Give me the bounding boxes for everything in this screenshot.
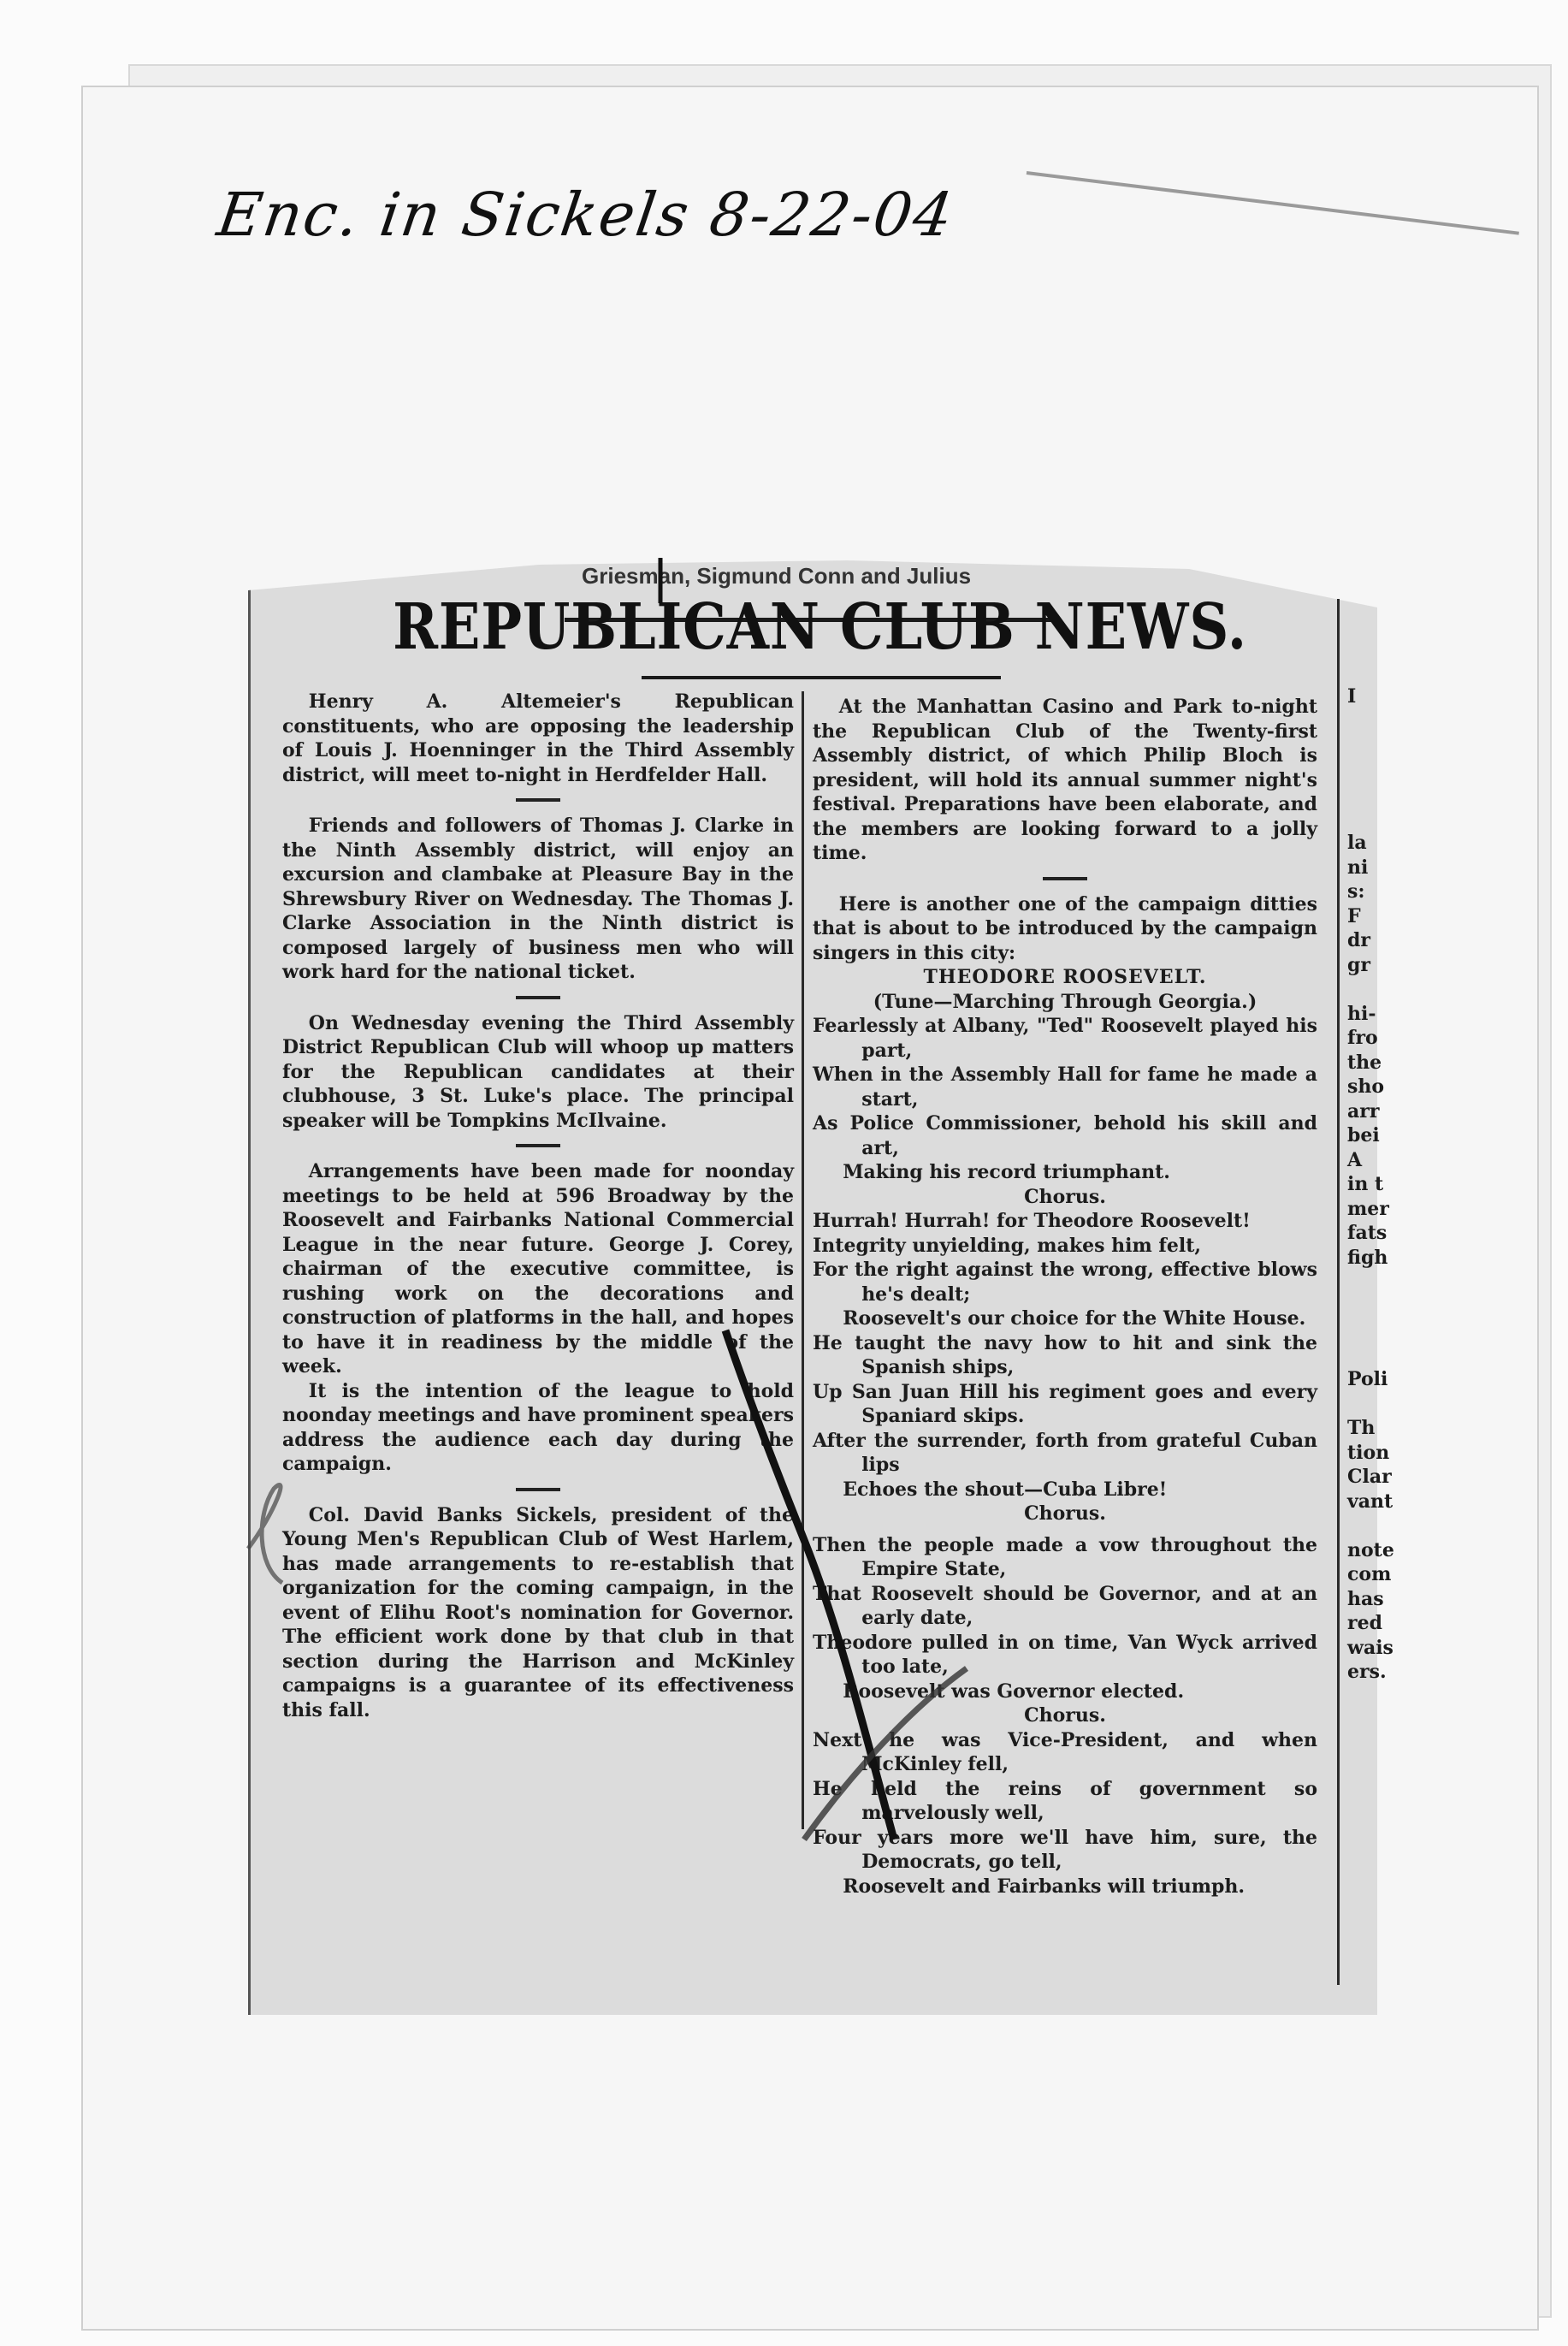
fragment-text: A (1347, 1148, 1363, 1171)
fragment-text: vant (1347, 1490, 1393, 1513)
clipping-top-fragment: Griesman, Sigmund Conn and Julius (582, 563, 972, 589)
verse-line: He held the reins of government so marvelously well, (813, 1777, 1317, 1824)
verse-line: As Police Commissioner, behold his skill and art, (813, 1112, 1317, 1159)
fragment-text: fro (1347, 1027, 1378, 1049)
fragment-text: note (1347, 1538, 1394, 1561)
fragment-text: figh (1347, 1246, 1388, 1269)
fragment-text: hi- (1347, 1002, 1376, 1025)
headline: REPUBLICAN CLUB NEWS. (393, 590, 1247, 664)
fragment-text: ni (1347, 856, 1369, 879)
fragment-text: Poli (1347, 1368, 1388, 1390)
fragment-text: wais (1347, 1636, 1393, 1659)
verse-line: Theodore pulled in on time, Van Wyck arrived too late, (813, 1631, 1317, 1678)
fragment-text: mer (1347, 1197, 1389, 1220)
verse-line: After the surrender, forth from grateful Cuban lips (813, 1429, 1317, 1476)
chorus-line: For the right against the wrong, effective blows he's dealt; (813, 1259, 1317, 1306)
verse-line: Roosevelt was Governor elected. (843, 1680, 1185, 1703)
chorus-label: Chorus. (1024, 1704, 1106, 1727)
article-paragraph: At the Manhattan Casino and Park to-night the Republican Club of the Twenty-first Assembly district, of which Philip Bloch is president, will hold its annual summer night's festival. Preparations have been elaborate, and the members are looking forward to a jolly time. (813, 696, 1317, 864)
fragment-text: s: (1347, 880, 1365, 903)
fragment-text: la (1347, 832, 1367, 854)
song-title: THEODORE ROOSEVELT. (923, 966, 1207, 988)
fragment-text: ers. (1347, 1661, 1387, 1683)
fragment-text: com (1347, 1563, 1392, 1585)
verse-line: Making his record triumphant. (843, 1161, 1170, 1183)
fragment-text: Th (1347, 1417, 1376, 1439)
article-paragraph: Friends and followers of Thomas J. Clarke in the Ninth Assembly district, will enjoy an excursion and clambake at Pleasure Bay in the Shrewsbury River on Wednesday. The Thomas J. Clarke Association in the Ninth district is composed largely of business men who will work hard for the national ticket. (282, 815, 794, 983)
song-tune: (Tune—Marching Through Georgia.) (873, 990, 1257, 1013)
article-paragraph: Arrangements have been made for noonday meetings to be held at 596 Broadway by the Roosevelt and Fairbanks National Commercial League in the near future. George J. Corey, chairman of the executive committee, is rushing work on the decorations and construction of platforms in the hall, and hopes to have it in readiness by the middle of the week. (282, 1160, 794, 1377)
fragment-text: gr (1347, 953, 1370, 976)
chorus-line: Hurrah! Hurrah! for Theodore Roosevelt! (813, 1210, 1251, 1232)
article-paragraph: On Wednesday evening the Third Assembly District Republican Club will whoop up matters for the Republican candidates at their clubhouse, 3 St. Luke's place. The principal speaker will be Tompkins McIlvaine. (282, 1011, 794, 1132)
verse-line: Then the people made a vow throughout the Empire State, (813, 1533, 1317, 1580)
article-paragraph: Here is another one of the campaign ditties that is about to be introduced by the campaign singers in this city: (813, 892, 1317, 964)
fragment-text: red (1347, 1612, 1382, 1634)
fragment-text: bei (1347, 1124, 1380, 1146)
fragment-text: tion (1347, 1441, 1390, 1464)
fragment-text: fats (1347, 1222, 1388, 1244)
fragment-text: sho (1347, 1075, 1385, 1098)
fragment-text: has (1347, 1587, 1384, 1610)
verse-line: Fearlessly at Albany, "Ted" Roosevelt played his part, (813, 1015, 1317, 1062)
fragment-text: Clar (1347, 1466, 1392, 1488)
verse-line: Roosevelt and Fairbanks will triumph. (843, 1875, 1246, 1898)
chorus-line: Roosevelt's our choice for the White House. (843, 1307, 1306, 1330)
fragment-text: F (1347, 904, 1361, 927)
chorus-label: Chorus. (1024, 1185, 1106, 1208)
fragment-text: dr (1347, 929, 1370, 951)
handwritten-note: Enc. in Sickels 8-22-04 (213, 180, 959, 250)
verse-line: When in the Assembly Hall for fame he made a start, (813, 1063, 1317, 1111)
chorus-line: Integrity unyielding, makes him felt, (813, 1234, 1202, 1257)
verse-line: That Roosevelt should be Governor, and at an early date, (813, 1582, 1317, 1629)
verse-line: Next he was Vice-President, and when McKinley fell, (813, 1728, 1317, 1775)
article-paragraph: Col. David Banks Sickels, president of the Young Men's Republican Club of West Harlem, has made arrangements to re-establish that organization for the coming campaign, in the event of Elihu Root's nomination for Governor. The efficient work done by that club in that section during the Harrison and McKinley campaigns is a guarantee of its effectiveness this fall. (282, 1503, 794, 1721)
fragment-text: the (1347, 1051, 1382, 1074)
pen-stroke (248, 1484, 282, 1583)
verse-line: He taught the navy how to hit and sink the Spanish ships, (813, 1331, 1317, 1378)
article-paragraph: Henry A. Altemeier's Republican constituents, who are opposing the leadership of Louis J. Hoenninger in the Third Assembly district, will meet to-night in Herdfelder Hall. (282, 690, 794, 786)
verse-line: Four years more we'll have him, sure, the Democrats, go tell, (813, 1826, 1317, 1873)
fragment-text: arr (1347, 1099, 1380, 1123)
article-paragraph: It is the intention of the league to hold noonday meetings and have prominent speakers address the audience each day during the campaign. (282, 1379, 794, 1475)
verse-line: Up San Juan Hill his regiment goes and every Spaniard skips. (813, 1380, 1317, 1427)
fragment-text: I (1347, 685, 1357, 708)
fragment-text: in t (1347, 1173, 1384, 1195)
verse-line: Echoes the shout—Cuba Libre! (843, 1478, 1168, 1501)
chorus-label: Chorus. (1024, 1502, 1106, 1525)
